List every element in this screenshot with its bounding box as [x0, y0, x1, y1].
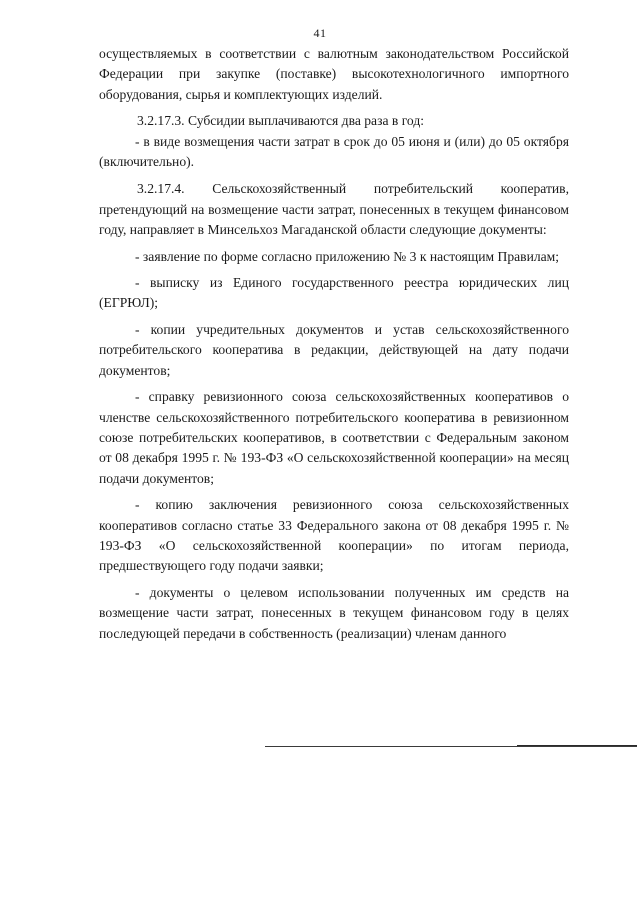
paragraph-3-2-17-3: 3.2.17.3. Субсидии выплачиваются два раза в год:: [137, 113, 425, 129]
list-item-charter-documents: - копии учредительных документов и устав сельскохозяйственного потребительского кооператива в редакции, действующей на дату подачи документов;: [99, 321, 569, 378]
list-item-egrul-extract: - выписку из Единого государственного реестра юридических лиц (ЕГРЮЛ);: [99, 275, 569, 311]
list-item-payment-terms: - в виде возмещения части затрат в срок до 05 июня и (или) до 05 октября (включительно).: [99, 133, 569, 170]
list-item-application-form: - заявление по форме согласно приложению № 3 к настоящим Правилам;: [135, 248, 560, 264]
document-body: [99, 44, 569, 644]
list-item-target-use-documents: - документы о целевом использовании полученных им средств на возмещение части затрат, понесенных в текущем финансовом году в целях последующей передачи в собственность (реализации) членам данного: [99, 584, 569, 641]
paragraph-continuation: осуществляемых в соответствии с валютным законодательством Российской Федерации при закупке (поставке) высокотехнологичного импортного оборудования, сырья и комплектующих изделий.: [99, 46, 569, 102]
page-number: 41: [313, 26, 327, 40]
footer-divider-line: [265, 746, 637, 747]
paragraph-3-2-17-4: 3.2.17.4. Сельскохозяйственный потребительский кооператив, претендующий на возмещение части затрат, понесенных в текущем финансовом году, направляет в Минсельхоз Магаданской области следующие документы:: [99, 181, 569, 238]
list-item-audit-conclusion: - копию заключения ревизионного союза сельскохозяйственных кооперативов согласно статье 33 Федерального закона от 08 декабря 1995 г. № 193-ФЗ «О сельскохозяйственной кооперации» по итогам периода, предшествующего году подачи заявки;: [99, 497, 569, 574]
list-item-audit-union-certificate: - справку ревизионного союза сельскохозяйственных кооперативов о членстве сельскохозяйственного потребительского кооператива в ревизионном союзе потребительских кооперативов, в соответствии с Федеральным законом от 08 декабря 1995 г. № 193-ФЗ «О сельскохозяйственной кооперации» на месяц подачи документов;: [99, 389, 569, 486]
